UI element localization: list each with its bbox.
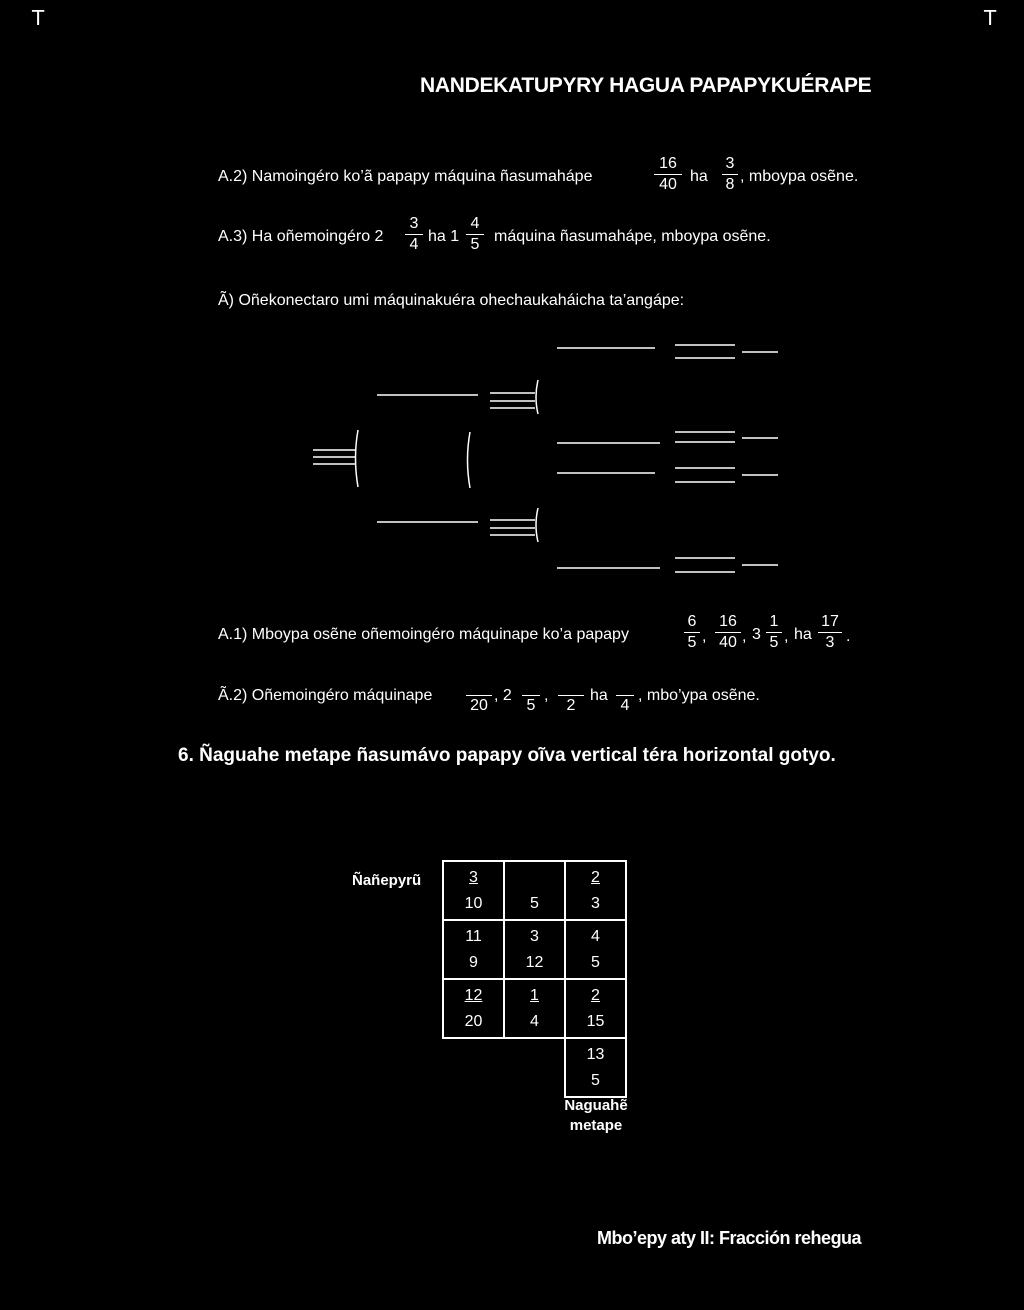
a1-fraction-4: 17 3 [818, 613, 842, 652]
atilde2-fraction-1: 20 [466, 676, 492, 715]
grid-row [443, 979, 626, 1038]
atilde2-end: , mbo’ypa osẽne. [638, 687, 760, 704]
a3-fraction-2: 4 5 [466, 215, 484, 254]
grid-cell: 12 20 [443, 979, 504, 1038]
fraction-grid [442, 860, 627, 1098]
a3-end: máquina ñasumahápe, mboypa osẽne. [494, 228, 771, 245]
a1-fraction-2: 16 40 [715, 613, 741, 652]
a2-fraction-1: 16 40 [654, 155, 682, 194]
grid-cell: 11 9 [443, 920, 504, 979]
atilde2-fraction-2: 5 [522, 676, 540, 715]
a1-ha: ha [794, 626, 812, 643]
a1-fraction-3: 1 5 [766, 613, 782, 652]
atilde2-text: Ã.2) Oñemoingéro máquinape [218, 687, 433, 704]
a3-fraction-1: 3 4 [405, 215, 423, 254]
a1-fraction-1: 6 5 [684, 613, 700, 652]
a3-text: A.3) Ha oñemoingéro 2 [218, 228, 384, 245]
atilde2-fraction-4: 4 [616, 676, 634, 715]
grid-cell: 4 5 [565, 920, 626, 979]
grid-row [443, 861, 626, 920]
atilde2-comma: , [544, 687, 549, 704]
start-label: Ñañepyrũ [352, 872, 422, 889]
corner-mark-left: T [32, 6, 45, 30]
a2-text: A.2) Namoingéro ko’ã papapy máquina ñasumahápe [218, 168, 593, 185]
grid-row [443, 920, 626, 979]
question-6: 6. Ñaguahe metape ñasumávo papapy oĩva vertical téra horizontal gotyo. [178, 745, 836, 766]
grid-cell: 1 4 [504, 979, 565, 1038]
a2-end: , mboypa osẽne. [740, 168, 859, 185]
grid-cell: 13 5 [565, 1038, 626, 1097]
a1-comma-2: , [742, 628, 747, 645]
a1-comma-1: , [702, 628, 707, 645]
grid-cell: 2 3 [565, 861, 626, 920]
page-title: NANDEKATUPYRY HAGUA PAPAPYKUÉRAPE [420, 74, 872, 97]
a1-comma-3: , [784, 628, 789, 645]
atilde2-whole-2: , 2 [494, 687, 512, 704]
a1-period: . [846, 628, 851, 645]
page-footer: Mbo’epy aty II: Fracción rehegua [597, 1228, 862, 1248]
a1-whole-3: 3 [752, 626, 761, 643]
grid-cell: 5 [504, 861, 565, 920]
a1-text: A.1) Mboypa osẽne oñemoingéro máquinape ko’a papapy [218, 626, 629, 643]
atilde2-fraction-3: 2 [558, 676, 584, 715]
corner-mark-right: T [984, 6, 997, 30]
end-label: Naguahẽ metape [564, 1097, 628, 1134]
grid-empty-cell [443, 1038, 504, 1097]
grid-cell: 3 12 [504, 920, 565, 979]
grid-cell: 3 10 [443, 861, 504, 920]
atilde2-ha: ha [590, 687, 608, 704]
grid-empty-cell [504, 1038, 565, 1097]
grid-row [443, 1038, 626, 1097]
a2-fraction-2: 3 8 [722, 155, 738, 194]
machine-diagram [0, 330, 1024, 590]
grid-cell: 2 15 [565, 979, 626, 1038]
a3-ha: ha 1 [428, 228, 460, 245]
atilde-text: Ã) Oñekonectaro umi máquinakuéra ohechaukaháicha ta’angápe: [218, 292, 685, 309]
a2-ha: ha [690, 168, 708, 185]
